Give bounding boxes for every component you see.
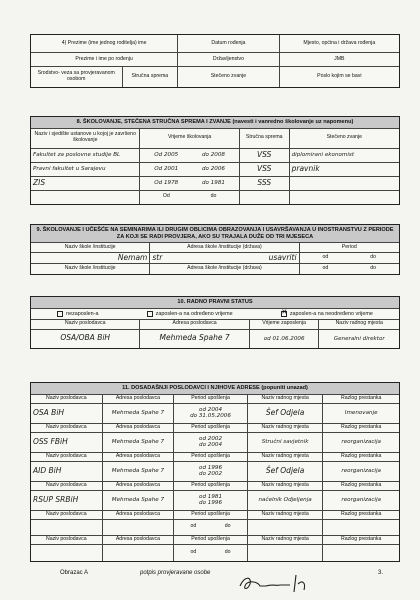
- col-period: Vrijeme školovanja: [140, 129, 239, 148]
- col-period: Period upošlenja: [174, 482, 248, 490]
- period-from: od 1981: [199, 494, 223, 501]
- handwritten-note-1: Nemam: [117, 253, 148, 263]
- table-row: [31, 491, 399, 511]
- period-to: do: [370, 265, 377, 272]
- label-jmb: JMB: [334, 55, 345, 62]
- col-title: Stečeno zvanje: [326, 134, 363, 141]
- checkbox-icon: [147, 311, 153, 317]
- table-row: [31, 520, 399, 536]
- period-from: Od: [162, 193, 170, 200]
- table-row: [31, 253, 399, 264]
- checkbox-icon: [57, 311, 63, 317]
- employer-address: Mehmeda Spahe 7: [103, 491, 175, 510]
- school-name: ZIS: [31, 177, 140, 190]
- current-position: Generalni direktor: [333, 335, 385, 342]
- col-address: Adresa poslodavca: [103, 482, 175, 490]
- col-period: Period upošlenja: [174, 453, 248, 461]
- table-row: [31, 149, 399, 163]
- col-reason: Razlog prestanka: [341, 481, 382, 488]
- end-reason: reorganizacija: [341, 468, 381, 475]
- section-10-title: 10. RADNO PRAVNI STATUS: [31, 297, 399, 309]
- end-reason: [323, 520, 399, 535]
- family-member-table: [30, 34, 400, 88]
- col-reason: Razlog prestanka: [341, 452, 382, 459]
- section-11-title: 11. DOSADAŠNJI POSLODAVCI I NJIHOVE ADRESE (popuniti unazad): [31, 383, 399, 395]
- option-label: nezaposlen-a: [66, 310, 99, 317]
- period-from: od 2002: [199, 436, 223, 443]
- table-row: [31, 163, 399, 177]
- job-title: načelnik Odjeljenja: [248, 491, 324, 510]
- handwritten-note-2: str: [152, 253, 163, 263]
- table-row: [31, 404, 399, 424]
- col-school: Naziv škole /institucije: [31, 243, 150, 252]
- section-9-title: 9. ŠKOLOVANJE I UČEŠĆE NA SEMINARIMA ILI DRUGIM OBLICIMA OBRAZOVANJA I USAVRŠAVANJA U INOSTRANSTVU Z PERIODE ZA KOJI SE RADI PROVJERA, AKO SU TRAJALA DUŽE OD TRI MJESECA: [31, 225, 399, 243]
- col-period: Period upošlenja: [174, 511, 248, 519]
- col-employer: Naziv poslodavca: [31, 453, 103, 461]
- section-8-title: 8. ŠKOLOVANJE, STEČENA STRUČNA SPREMA I ZVANJE (navesti i vanredno školovanje uz napomenu): [31, 117, 399, 129]
- school-name: [31, 191, 140, 204]
- col-period: Period upošlenja: [174, 424, 248, 432]
- period-from: od: [322, 254, 329, 261]
- degree: VSS: [240, 149, 290, 162]
- col-reason: Razlog prestanka: [341, 423, 382, 430]
- period-to: do 2002: [199, 471, 223, 478]
- col-employer: Naziv poslodavca: [31, 320, 140, 329]
- col-address: Adresa škole /institucije (država): [150, 264, 299, 274]
- col-address: Adresa poslodavca: [103, 536, 175, 544]
- col-employer: Naziv poslodavca: [31, 424, 103, 432]
- current-since: od 01.06.2006: [250, 330, 320, 348]
- col-address: Adresa poslodavca: [103, 395, 175, 403]
- checked-checkbox-icon: [281, 311, 287, 317]
- col-address: Adresa škole /institucije (država): [150, 243, 299, 252]
- signature-icon: [236, 572, 316, 594]
- section-11-previous-employers: [30, 382, 400, 562]
- label-title: Stečeno zvanje: [178, 67, 279, 87]
- end-reason: reorganizacija: [341, 439, 381, 446]
- period-to: do: [224, 548, 231, 555]
- col-reason: Razlog prestanka: [341, 535, 382, 542]
- degree: VSS: [240, 163, 290, 176]
- period-from: od: [190, 523, 197, 530]
- label-relation: Srodstvo- veza sa provjeravanom osobom: [31, 67, 123, 87]
- col-school: Naziv škole /institucije: [31, 264, 150, 274]
- col-position: Naziv radnog mjesta: [248, 482, 324, 490]
- current-address: Mehmeda Spahe 7: [140, 330, 249, 348]
- label-birth-place: Mjesto, općina i država rođenja: [303, 39, 376, 46]
- end-reason: Imenovanje: [344, 410, 378, 417]
- form-code: Obrazac A: [60, 570, 89, 576]
- label-name: 4) Prezime (ime jednog roditelja) ime: [31, 35, 178, 52]
- degree: SSS: [240, 177, 290, 190]
- signature-label: potpis provjeravane osobe: [140, 570, 211, 576]
- job-title: Stručni savjetnik: [248, 433, 324, 452]
- col-position: Naziv radnog mjesta: [248, 511, 324, 519]
- col-position: Naziv radnog mjesta: [335, 320, 383, 327]
- label-qualification: Stručna sprema: [123, 67, 179, 87]
- job-title: [248, 545, 324, 561]
- employer-address: [103, 520, 175, 535]
- col-degree: Stručna sprema: [240, 129, 290, 148]
- option-fixed-term[interactable]: [147, 311, 233, 317]
- col-address: Adresa poslodavca: [140, 320, 249, 329]
- option-permanent[interactable]: [281, 311, 373, 317]
- col-employer: Naziv poslodavca: [31, 511, 103, 519]
- table-row: [31, 433, 399, 453]
- table-row: [31, 545, 399, 561]
- period-from: od 2004: [199, 407, 223, 414]
- employer-name: [31, 545, 103, 561]
- table-row: [31, 191, 399, 204]
- job-title: [248, 520, 324, 535]
- col-period: Period upošlenja: [174, 395, 248, 403]
- col-period: Period upošlenja: [174, 536, 248, 544]
- period-to: do 1996: [199, 500, 223, 507]
- period-from: Od 2001: [154, 166, 179, 173]
- period-from: od 1996: [199, 465, 223, 472]
- title: pravnik: [291, 163, 320, 173]
- table-row: [31, 177, 399, 191]
- period-to: do 2006: [201, 166, 225, 173]
- period-from: Od 1978: [154, 180, 179, 187]
- current-employer: OSA/OBA BiH: [31, 330, 140, 348]
- option-label: zaposlen-a na određeno vrijeme: [155, 310, 233, 317]
- employer-address: Mehmeda Spahe 7: [103, 404, 175, 423]
- col-position: Naziv radnog mjesta: [248, 536, 324, 544]
- label-occupation: Poslo kojim se bavi: [317, 73, 362, 80]
- table-row: [31, 462, 399, 482]
- period-to: do: [210, 193, 217, 200]
- employer-address: Mehmeda Spahe 7: [103, 462, 175, 481]
- period-to: do: [224, 523, 231, 530]
- col-address: Adresa poslodavca: [103, 424, 175, 432]
- col-period: Period: [341, 243, 357, 250]
- employer-address: Mehmeda Spahe 7: [103, 433, 175, 452]
- table-row: [31, 330, 399, 348]
- period-from: od: [190, 548, 197, 555]
- section-8-education: [30, 116, 400, 205]
- period-to: do 1981: [201, 180, 225, 187]
- degree: [240, 191, 290, 204]
- employer-name: [31, 520, 103, 535]
- employer-name: OSA BiH: [31, 404, 103, 423]
- period-to: do 31.05.2006: [190, 413, 231, 420]
- period-to: do 2008: [201, 152, 225, 159]
- title: diplomirani ekonomist: [291, 152, 355, 159]
- employer-name: RSUP SRBiH: [31, 491, 103, 510]
- col-reason: Razlog prestanka: [341, 394, 382, 401]
- col-reason: Razlog prestanka: [341, 510, 382, 517]
- employer-address: [103, 545, 175, 561]
- title: [290, 177, 399, 190]
- label-citizenship: Državljenstvo: [178, 53, 279, 66]
- label-birth-name: Prezime i ime po rođenju: [31, 53, 178, 66]
- school-name: Fakultet za poslovne studije BL: [31, 149, 140, 162]
- col-position: Naziv radnog mjesta: [248, 453, 324, 461]
- title: [290, 191, 399, 204]
- period-to: do 2004: [199, 442, 223, 449]
- end-reason: [323, 545, 399, 561]
- period-from: Od 2005: [154, 152, 179, 159]
- col-position: Naziv radnog mjesta: [248, 424, 324, 432]
- col-employer: Naziv poslodavca: [31, 482, 103, 490]
- section-10-employment-status: [30, 296, 400, 349]
- period-to: do: [370, 254, 377, 261]
- col-employer: Naziv poslodavca: [31, 536, 103, 544]
- option-label: zaposlen-a na neodređeno vrijeme: [289, 310, 373, 317]
- job-title: Šef Odjela: [248, 404, 324, 423]
- col-school: Naziv i sjedište ustanove u kojoj je završeno školovanje: [31, 129, 140, 148]
- col-address: Adresa poslodavca: [103, 453, 175, 461]
- job-title: Šef Odjela: [248, 462, 324, 481]
- col-since: Vrijeme zaposlenja: [250, 320, 320, 329]
- employer-name: OSS FBiH: [31, 433, 103, 452]
- label-birth-date: Datum rođenja: [178, 35, 279, 52]
- option-unemployed[interactable]: [57, 311, 98, 317]
- page-number: 3.: [378, 570, 384, 576]
- school-name: Pravni fakultet u Sarajevu: [31, 163, 140, 176]
- section-9-abroad: [30, 224, 400, 275]
- col-address: Adresa poslodavca: [103, 511, 175, 519]
- handwritten-note-3: usavriti: [268, 253, 297, 263]
- col-employer: Naziv poslodavca: [31, 395, 103, 403]
- col-position: Naziv radnog mjesta: [248, 395, 324, 403]
- end-reason: reorganizacija: [341, 497, 381, 504]
- period-from: od: [322, 265, 329, 272]
- employer-name: AID BiH: [31, 462, 103, 481]
